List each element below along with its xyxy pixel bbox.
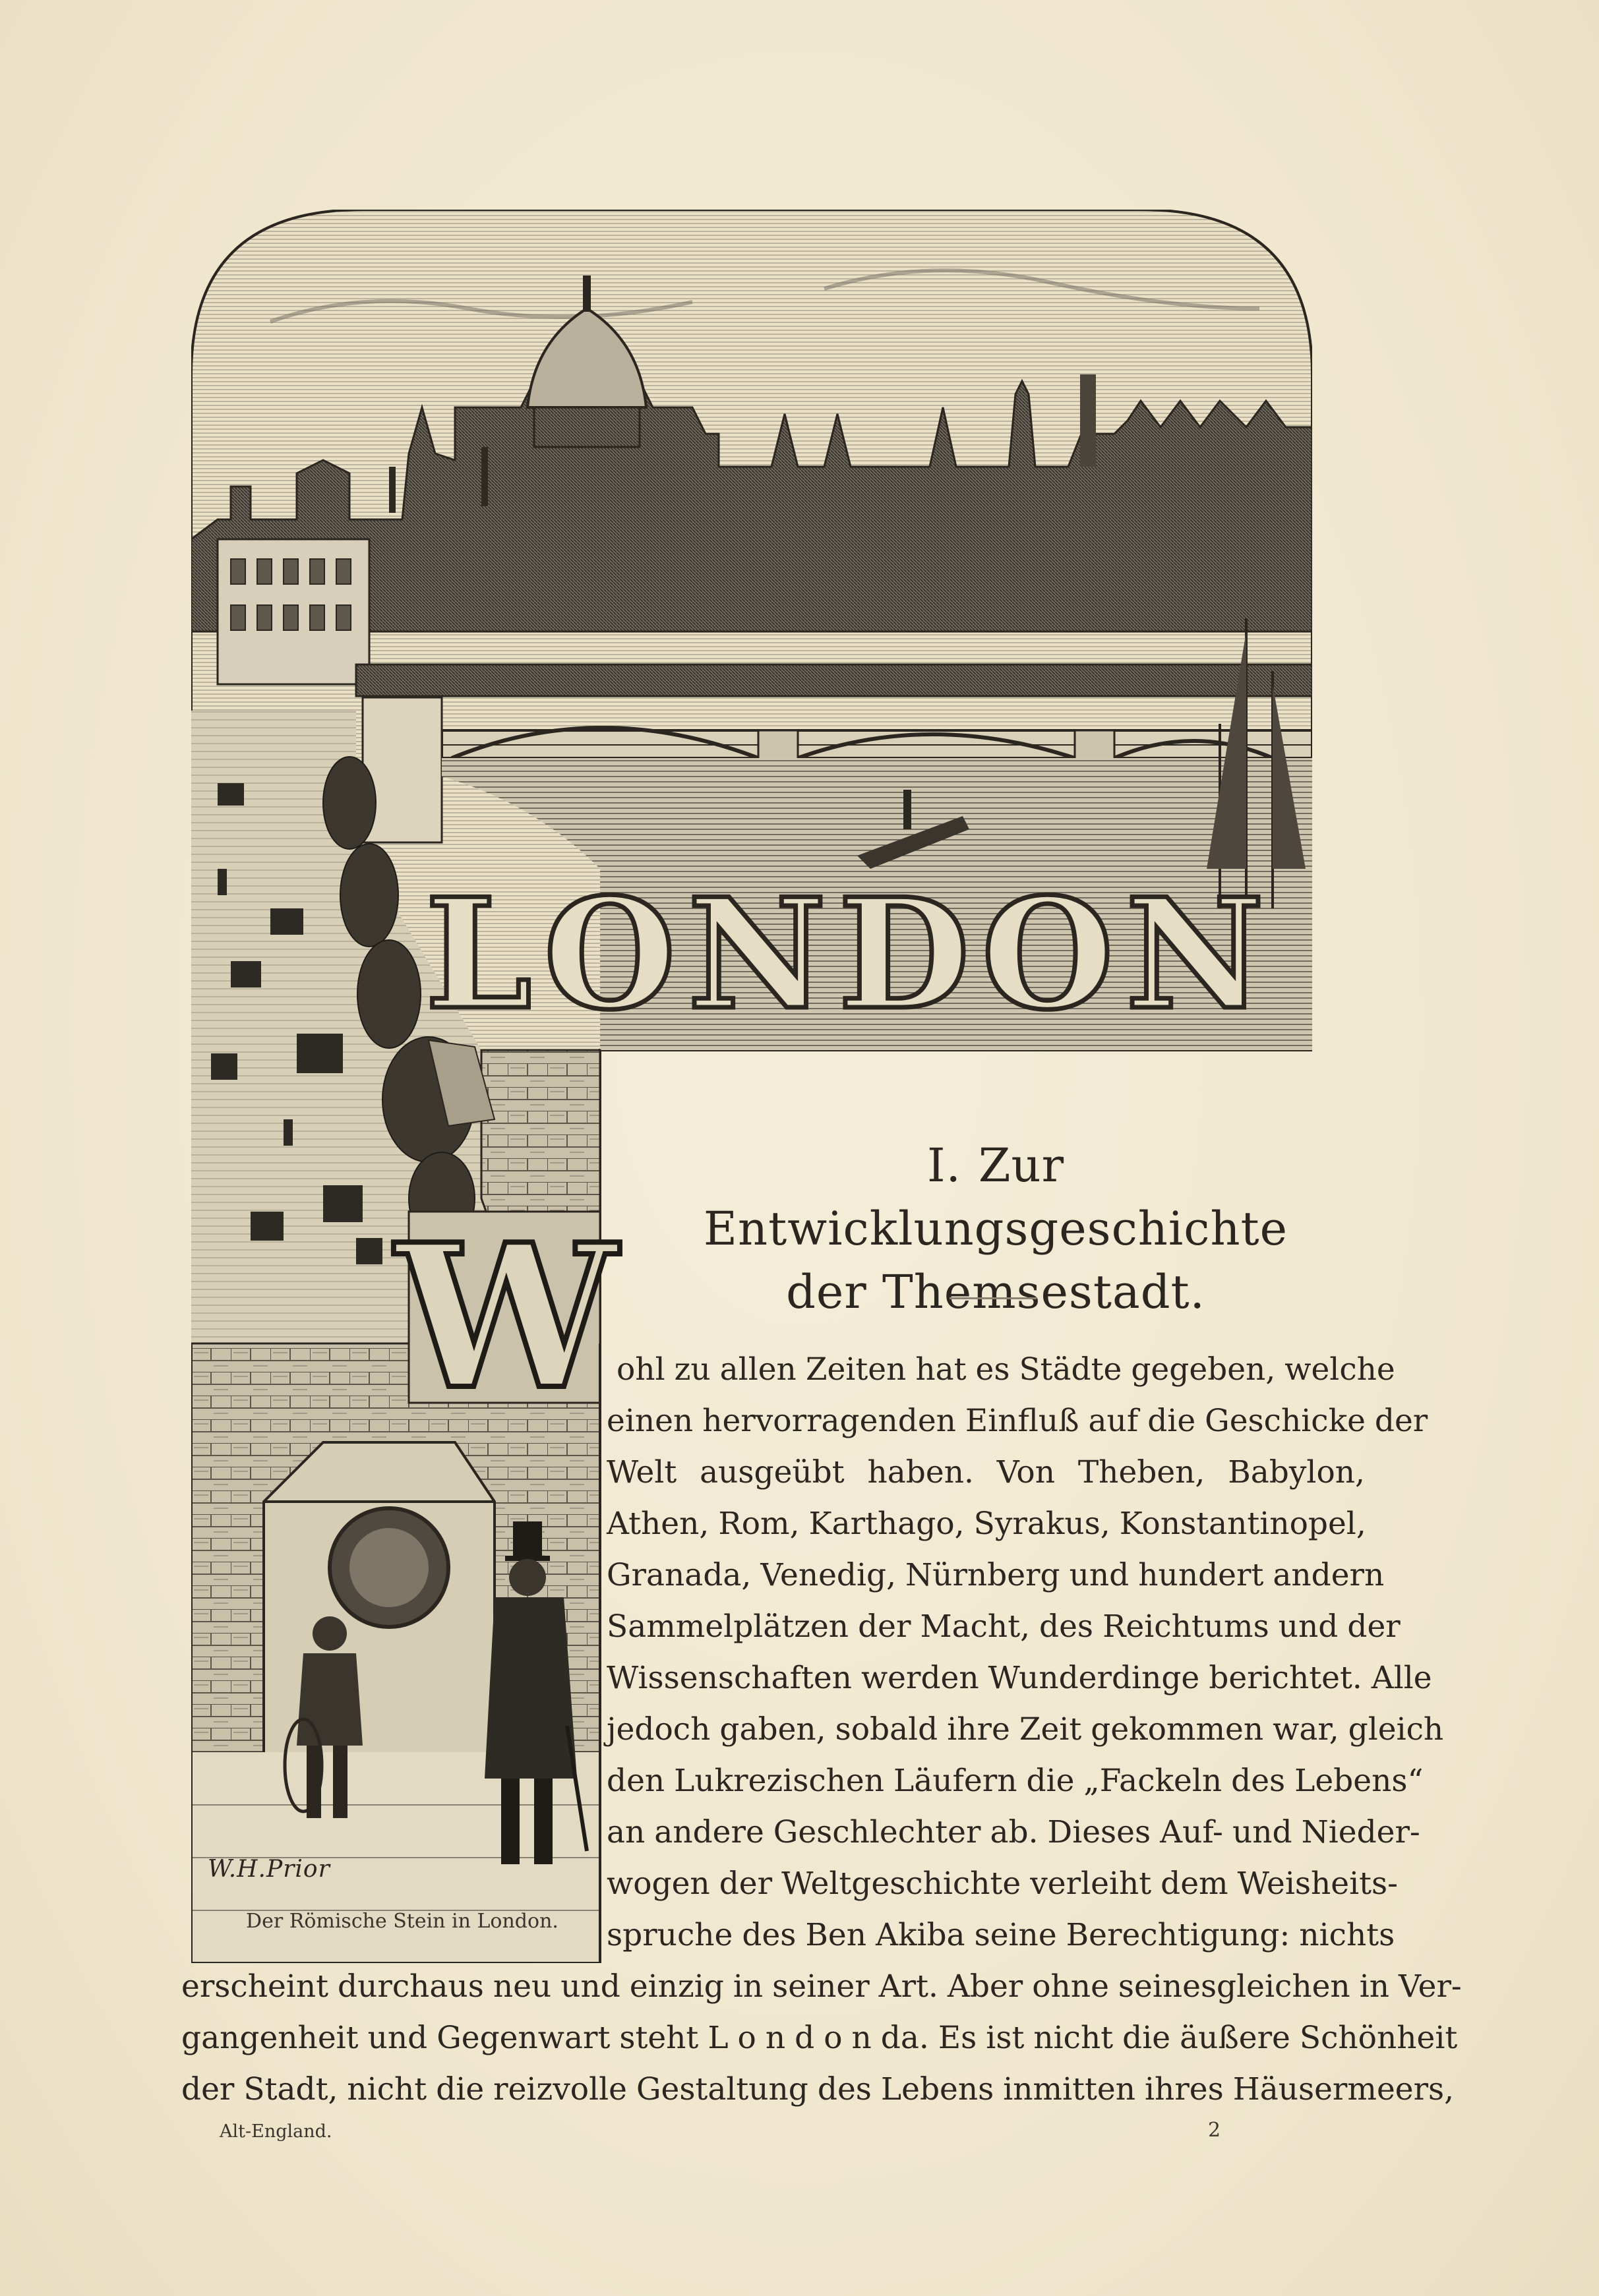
body-line: ohl zu allen Zeiten hat es Städte gegeben, welche bbox=[617, 1351, 1395, 1388]
body-line: Granada, Venedig, Nürnberg und hundert andern bbox=[607, 1557, 1385, 1593]
body-line: Sammelplätzen der Macht, des Reichtums und der bbox=[607, 1608, 1401, 1645]
body-line: wogen der Weltgeschichte verleiht dem Weisheits- bbox=[607, 1866, 1399, 1902]
body-line: den Lukrezischen Läufern die „Fackeln des Lebens“ bbox=[607, 1763, 1424, 1799]
body-line: Welt ausgeübt haben. Von Theben, Babylon, bbox=[607, 1454, 1365, 1490]
body-line: erscheint durchaus neu und einzig in seiner Art. Aber ohne seinesgleichen in Ver- bbox=[181, 1968, 1462, 2005]
signature-mark: Alt-England. bbox=[220, 2121, 332, 2142]
illustration-caption: Der Römische Stein in London. bbox=[246, 1910, 558, 1933]
body-line: jedoch gaben, sobald ihre Zeit gekommen war, gleich bbox=[607, 1711, 1444, 1748]
page-number: 2 bbox=[1208, 2119, 1221, 2142]
chapter-heading-line1 bbox=[633, 1134, 1358, 1260]
body-line: Wissenschaften werden Wunderdinge berichtet. Alle bbox=[607, 1660, 1432, 1696]
body-line: einen hervorragenden Einfluß auf die Geschicke der bbox=[607, 1403, 1428, 1439]
engraver-signature: W.H.Prior bbox=[208, 1856, 330, 1883]
body-line: an andere Geschlechter ab. Dieses Auf- und Nieder- bbox=[607, 1814, 1420, 1850]
body-line: gangenheit und Gegenwart steht L o n d o n da. Es ist nicht die äußere Schönheit bbox=[181, 2020, 1458, 2056]
heading-divider bbox=[950, 1297, 1037, 1299]
london-title-letters: LONDON bbox=[425, 866, 1277, 1044]
chapter-title-line2: der Themsestadt. bbox=[786, 1265, 1205, 1319]
london-engraving bbox=[191, 210, 1312, 1963]
body-line: spruche des Ben Akiba seine Berechtigung: nichts bbox=[607, 1917, 1395, 1953]
drop-cap-w: W bbox=[395, 1200, 618, 1433]
body-line: Athen, Rom, Karthago, Syrakus, Konstantinopel, bbox=[607, 1506, 1366, 1542]
chapter-heading bbox=[633, 1134, 1358, 1324]
engraving-svg bbox=[191, 210, 1312, 1963]
chapter-title-line1: Zur Entwicklungsgeschichte bbox=[703, 1138, 1288, 1256]
body-line: der Stadt, nicht die reizvolle Gestaltung des Lebens inmitten ihres Häusermeers, bbox=[181, 2071, 1455, 2107]
chapter-number: I. bbox=[926, 1138, 961, 1192]
